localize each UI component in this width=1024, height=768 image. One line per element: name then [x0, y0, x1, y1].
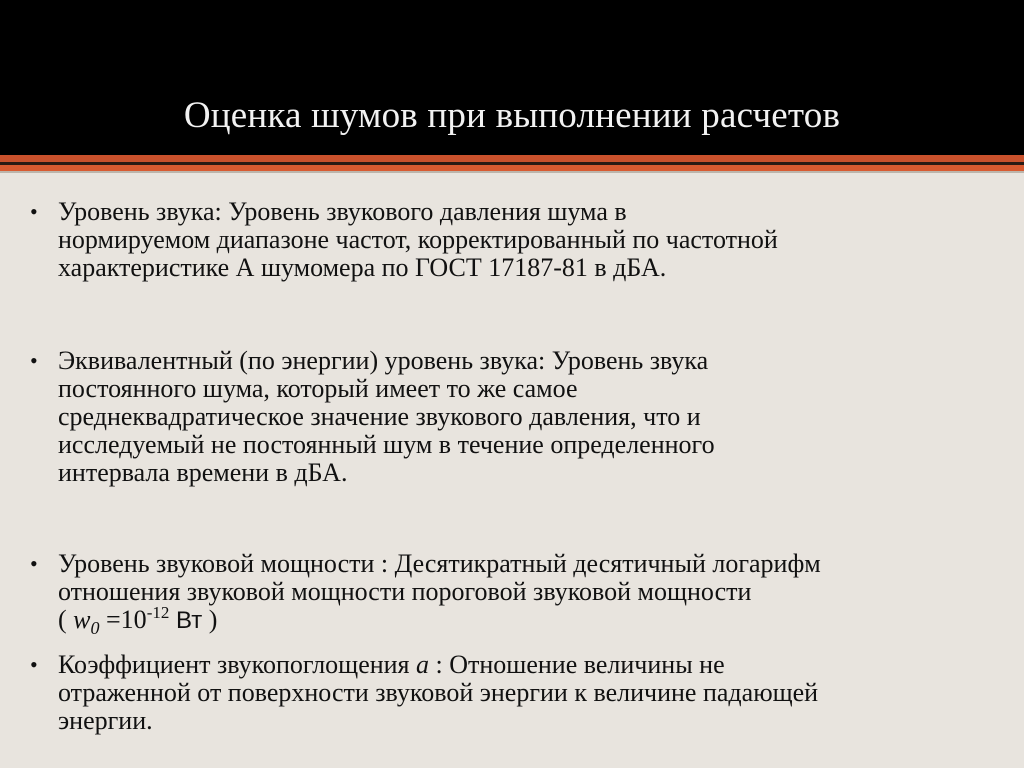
formula-symbol: w: [73, 605, 91, 634]
bullet-line: отношения звуковой мощности пороговой звуковой мощности: [58, 577, 752, 606]
bullet-marker: •: [30, 652, 38, 677]
bullet-item-equivalent-level: [30, 347, 1005, 492]
formula-equals: =10: [99, 605, 147, 634]
bullet-item-sound-level: [30, 198, 1005, 288]
accent-stripe: [0, 155, 1024, 162]
bullet-line: отраженной от поверхности звуковой энергии к величине падающей: [58, 678, 819, 707]
formula-subscript: 0: [90, 618, 100, 638]
bullet-text: [58, 651, 1005, 735]
slide-title: Оценка шумов при выполнении расчетов: [183, 95, 841, 136]
bullet-marker: •: [30, 348, 38, 373]
bullet-line: энергии.: [58, 706, 153, 735]
formula-unit: Вт: [169, 607, 203, 634]
accent-stripe-shadow: [0, 171, 1024, 173]
bullet-item-absorption: [30, 651, 1005, 741]
bullet-marker: •: [30, 551, 38, 576]
absorption-label: Коэффициент звукопоглощения: [58, 650, 417, 679]
formula-close: ): [202, 605, 218, 634]
formula-exponent: -12: [146, 603, 170, 622]
bullet-line: исследуемый не постоянный шум в течение определенного: [58, 430, 715, 459]
bullet-line: Уровень звуковой мощности : Десятикратный десятичный логарифм: [58, 549, 821, 578]
bullet-line: нормируемом диапазоне частот, корректированный по частотной: [58, 225, 778, 254]
formula-line: [58, 603, 1005, 638]
bullet-line: интервала времени в дБА.: [58, 458, 348, 487]
absorption-definition: : Отношение величины не: [429, 650, 725, 679]
bullet-text: [58, 550, 1005, 637]
formula-open: (: [58, 605, 74, 634]
absorption-symbol: a: [416, 650, 430, 679]
bullet-line: [58, 651, 1005, 679]
bullet-line: характеристике А шумомера по ГОСТ 17187-81 в дБА.: [58, 253, 667, 282]
bullet-line: постоянного шума, который имеет то же самое: [58, 374, 578, 403]
bullet-text: [58, 347, 1005, 487]
bullet-line: Эквивалентный (по энергии) уровень звука: Уровень звука: [58, 346, 709, 375]
bullet-text: [58, 198, 1005, 282]
bullet-item-sound-power: [30, 550, 1005, 640]
bullet-marker: •: [30, 199, 38, 224]
bullet-line: среднеквадратическое значение звукового давления, что и: [58, 402, 701, 431]
bullet-line: Уровень звука: Уровень звукового давления шума в: [58, 197, 627, 226]
